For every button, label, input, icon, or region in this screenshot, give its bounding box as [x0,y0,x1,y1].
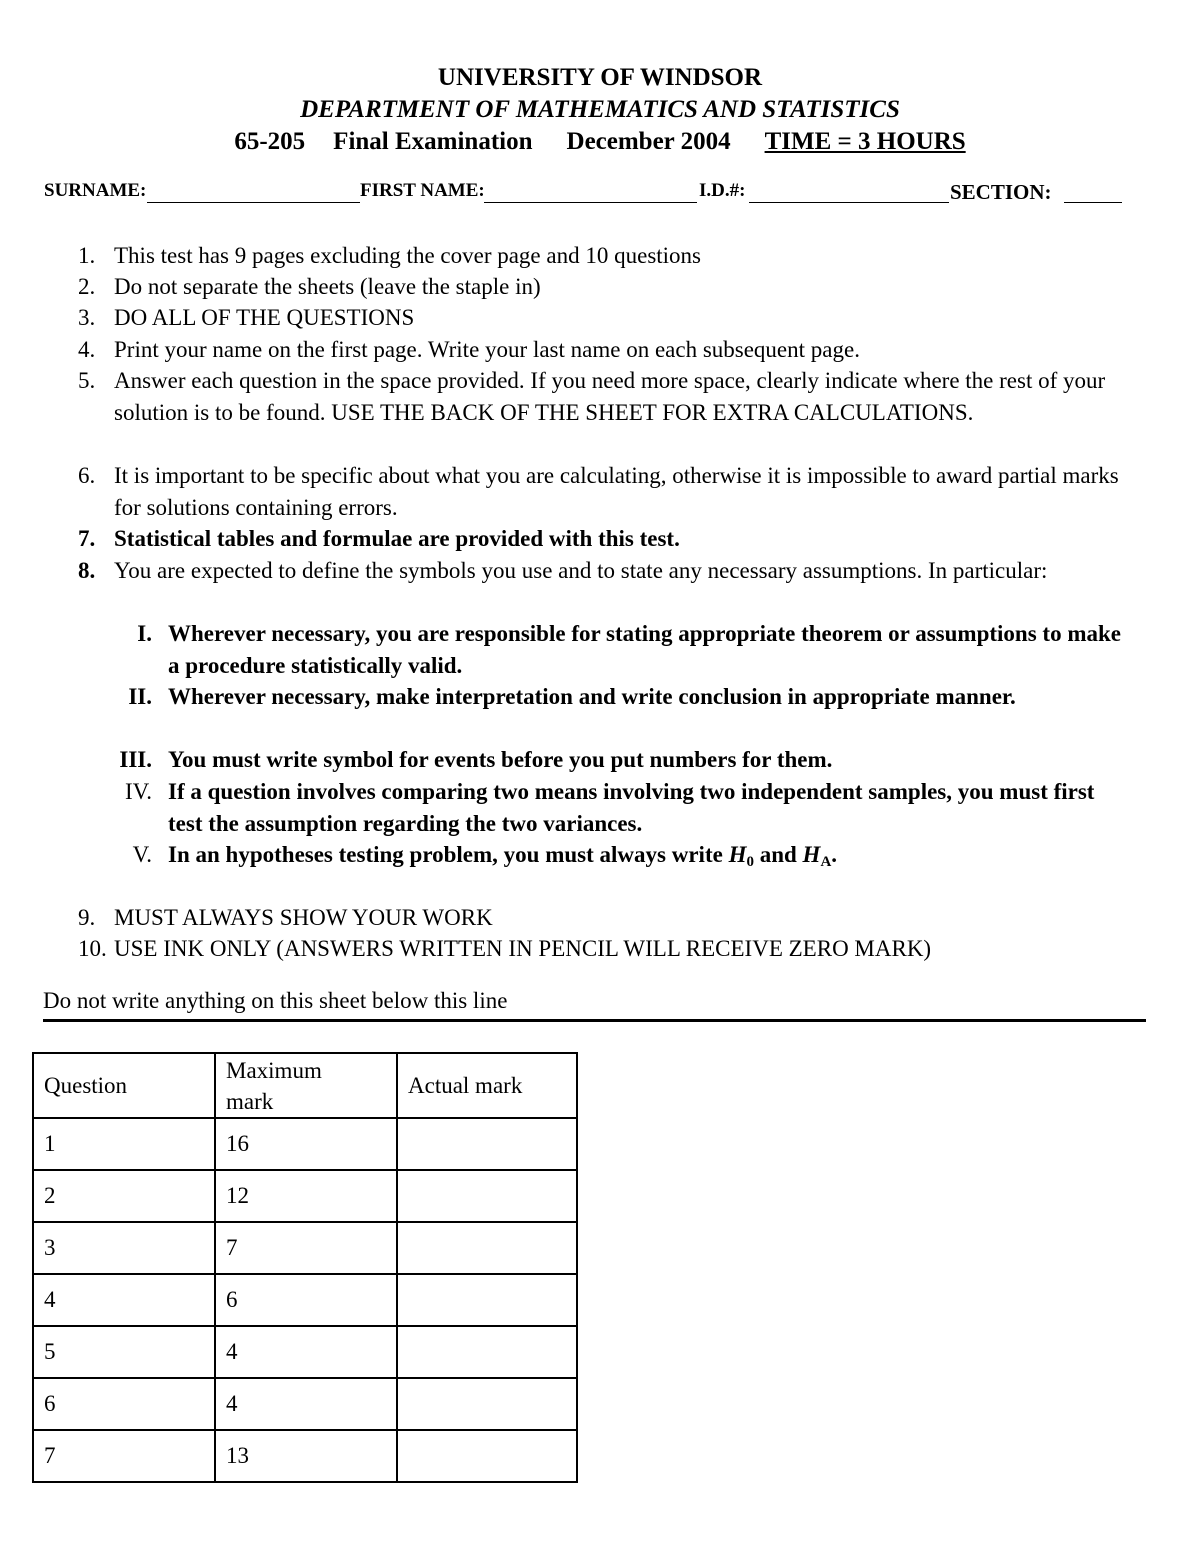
table-row [33,1326,577,1378]
instruction-text: MUST ALWAYS SHOW YOUR WORK [114,905,493,930]
exam-date: December 2004 [566,128,731,155]
table-row [33,1378,577,1430]
instruction-number: 9. [78,905,96,930]
instruction-number: 5. [78,368,96,393]
sub-instruction-numeral: I. [137,621,152,646]
instruction-number: 3. [78,305,96,330]
actual-mark-cell[interactable] [397,1378,577,1430]
and-word: and [753,842,803,867]
first-name-field[interactable] [484,202,697,203]
max-mark-cell: 12 [215,1170,397,1222]
instruction-text: DO ALL OF THE QUESTIONS [114,305,415,330]
header-actual-mark: Actual mark [397,1053,577,1118]
instruction-text: This test has 9 pages excluding the cover page and 10 questions [114,243,701,268]
course-code: 65-205 [234,128,306,155]
instruction-text: Do not separate the sheets (leave the staple in) [114,274,541,299]
actual-mark-cell[interactable] [397,1430,577,1482]
table-row [33,1118,577,1170]
instruction-text: Answer each question in the space provided. If you need more space, clearly indicate where the rest of your solution is to be found. USE THE BACK OF THE SHEET FOR EXTRA CALCULATIONS. [114,368,1106,425]
table-row [33,1170,577,1222]
sub-instruction-numeral: III. [119,747,152,772]
header-question: Question [33,1053,215,1118]
sub-instruction-text-part: In an hypotheses testing problem, you must always write [168,842,729,867]
max-mark-cell: 6 [215,1274,397,1326]
h0-subscript: 0 [746,854,754,870]
table-row [33,1430,577,1482]
header-maximum-mark-label: Maximum mark [226,1057,322,1114]
question-cell: 5 [33,1326,215,1378]
instruction-number: 10. [78,936,107,961]
ha-subscript: A [820,854,832,870]
instruction-text: USE INK ONLY (ANSWERS WRITTEN IN PENCIL WILL RECEIVE ZERO MARK) [114,936,932,961]
exam-info-line [0,128,1200,156]
sub-instruction-text: Wherever necessary, you are responsible for stating appropriate theorem or assumptions to make a procedure statistically valid. [168,621,1121,678]
id-label: I.D.#: [699,180,746,201]
table-header-row [33,1053,577,1118]
instruction-number: 8. [78,558,96,583]
question-cell: 1 [33,1118,215,1170]
period: . [831,842,838,867]
sub-instruction-numeral: II. [128,684,152,709]
actual-mark-cell[interactable] [397,1326,577,1378]
student-info-fields [44,180,1124,210]
instruction-text: It is important to be specific about what you are calculating, otherwise it is impossible to award partial marks for solutions containing errors. [114,463,1119,520]
exam-time: TIME = 3 HOURS [764,128,966,155]
surname-field[interactable] [147,202,360,203]
instruction-text: Print your name on the first page. Write your last name on each subsequent page. [114,337,860,362]
divider-line [43,1019,1146,1022]
do-not-write-notice: Do not write anything on this sheet below this line [43,988,508,1013]
instruction-number: 2. [78,274,96,299]
sub-instruction-text: If a question involves comparing two means involving two independent samples, you must first test the assumption regarding the two variances. [168,779,1095,836]
sub-instruction-numeral: IV. [124,779,152,804]
max-mark-cell: 16 [215,1118,397,1170]
header-maximum-mark [215,1053,397,1118]
sub-instruction-numeral: V. [132,842,152,867]
first-name-label: FIRST NAME: [360,180,485,201]
instruction-text: Statistical tables and formulae are provided with this test. [114,526,680,551]
instruction-number: 4. [78,337,96,362]
actual-mark-cell[interactable] [397,1118,577,1170]
actual-mark-cell[interactable] [397,1170,577,1222]
exam-name: Final Examination [333,128,533,155]
max-mark-cell: 13 [215,1430,397,1482]
actual-mark-cell[interactable] [397,1222,577,1274]
max-mark-cell: 7 [215,1222,397,1274]
question-cell: 4 [33,1274,215,1326]
university-title: UNIVERSITY OF WINDSOR [437,64,763,91]
instruction-number: 6. [78,463,96,488]
question-cell: 2 [33,1170,215,1222]
sub-instruction-text: You must write symbol for events before you put numbers for them. [168,747,833,772]
surname-label: SURNAME: [44,180,147,201]
max-mark-cell: 4 [215,1378,397,1430]
section-label: SECTION: [950,180,1052,204]
question-cell: 7 [33,1430,215,1482]
instruction-number: 7. [78,526,96,551]
h-symbol: H [728,842,747,867]
table-row [33,1274,577,1326]
question-cell: 6 [33,1378,215,1430]
sub-instruction-text: Wherever necessary, make interpretation and write conclusion in appropriate manner. [168,684,1016,709]
id-field[interactable] [749,202,949,203]
sub-instruction-text [168,839,1128,879]
instruction-number: 1. [78,243,96,268]
marks-table [32,1052,578,1483]
department-title: DEPARTMENT OF MATHEMATICS AND STATISTICS [300,96,900,123]
actual-mark-cell[interactable] [397,1274,577,1326]
max-mark-cell: 4 [215,1326,397,1378]
table-row [33,1222,577,1274]
instruction-text: You are expected to define the symbols you use and to state any necessary assumptions. In particular: [114,558,1048,583]
section-field[interactable] [1064,202,1122,203]
h-symbol: H [802,842,821,867]
question-cell: 3 [33,1222,215,1274]
